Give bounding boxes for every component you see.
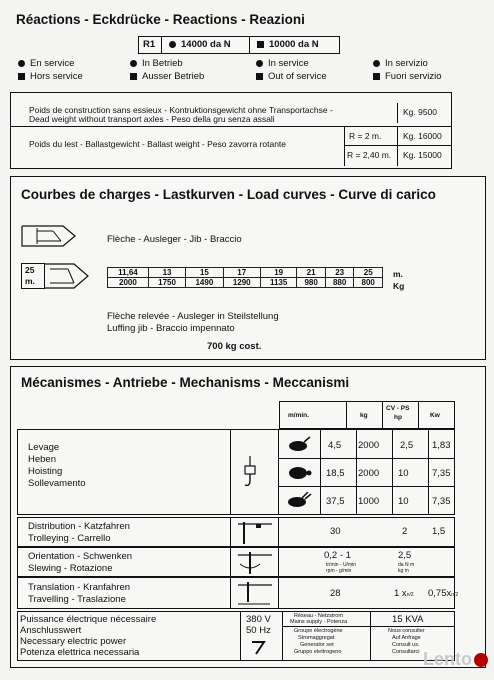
load-table (107, 267, 383, 288)
network-value: 15 KVA (392, 614, 424, 625)
jib-length: 25 (25, 265, 35, 275)
slewing-speed-unit: tr/min - U/min rpm - g/min (326, 562, 356, 574)
load-cell: 980 (297, 278, 326, 288)
power-label-de: Anschlusswert (20, 625, 82, 636)
consult-label-de: Auf Anfrage (392, 635, 421, 641)
hoisting-block (17, 429, 455, 515)
hoist-kg-3: 1000 (358, 496, 380, 507)
hoist-kg-2: 2000 (358, 468, 380, 479)
dot-icon (373, 60, 380, 67)
distance-unit: m. (393, 269, 403, 279)
construction-label-2: Dead weight without transport axles - Peso della gru senza assali (29, 114, 275, 124)
luffing-load: 700 kg cost. (207, 341, 262, 352)
load-row (108, 278, 383, 288)
legend-out-of-service: Out of service (256, 71, 327, 82)
legend-ausser-betrieb: Ausser Betrieb (130, 71, 204, 82)
travel-cv: 1 xn/2 (394, 588, 414, 599)
square-icon (130, 73, 137, 80)
square-icon (257, 41, 264, 48)
kg-header: kg (360, 412, 368, 419)
power-header: CV - PS (386, 405, 410, 412)
slewing-cv-unit: da N m kg m (398, 562, 415, 574)
lightning-icon (250, 640, 266, 656)
generator-label-fr: Groupe électrogène (294, 628, 343, 634)
hoisting-label-fr: Levage (28, 442, 60, 453)
distance-cell: 13 (148, 268, 185, 278)
trolley-crane-icon (236, 520, 274, 544)
mechanisms-box (10, 366, 486, 668)
kw-header: Kw (430, 412, 440, 419)
distance-cell: 19 (260, 268, 296, 278)
watermark-dot-icon (474, 653, 488, 667)
ballast-value-1: Kg. 16000 (403, 131, 442, 141)
ballast-label: Poids du lest - Ballastgewicht - Ballast weight - Peso zavorra rotante (29, 139, 287, 149)
generator-label-de: Stromaggregat (298, 635, 335, 641)
load-cell: 800 (354, 278, 383, 288)
travel-kw: 0,75xn/2 (428, 588, 459, 599)
luffing-label-2: Luffing jib - Braccio impennato (107, 323, 235, 334)
slewing-label-2: Slewing - Rotazione (28, 563, 113, 574)
slewing-crane-icon (236, 550, 274, 574)
legend-in-betrieb: In Betrieb (130, 58, 183, 69)
generator-label-en: Generator set (300, 642, 334, 648)
power-label-it: Potenza elettrica necessaria (20, 647, 140, 658)
trolley-kw: 1,5 (432, 526, 446, 537)
ballast-condition-1: R = 2 m. (349, 131, 382, 141)
hoist-kg-1: 2000 (358, 440, 380, 451)
travel-label-1: Translation - Kranfahren (28, 582, 131, 593)
distance-cell: 15 (186, 268, 223, 278)
load-curves-title: Courbes de charges - Lastkurven - Load curves - Curve di carico (21, 187, 436, 202)
voltage: 380 V (246, 614, 271, 625)
distance-cell: 23 (325, 268, 354, 278)
travel-crane-icon (236, 580, 274, 606)
frequency: 50 Hz (246, 625, 271, 636)
travel-row (17, 577, 459, 609)
distance-cell: 25 (354, 268, 383, 278)
turtle-icon (284, 464, 314, 480)
dot-icon (169, 41, 176, 48)
distance-cell: 21 (297, 268, 326, 278)
generator-label-it: Gruppo elettrogeno (294, 649, 342, 655)
luffing-label-1: Flèche relevée - Ausleger in Steilstellung (107, 311, 279, 322)
hoist-speed-1: 4,5 (328, 440, 342, 451)
load-cell: 1290 (223, 278, 260, 288)
power-label-en: Necessary electric power (20, 636, 127, 647)
mech-header (279, 401, 455, 429)
square-icon (18, 73, 25, 80)
jib-icon (21, 225, 77, 247)
dot-icon (256, 60, 263, 67)
distance-cell: 11,64 (108, 268, 149, 278)
trolley-label-2: Trolleying - Carrello (28, 533, 111, 544)
legend-in-servizio: In servizio (373, 58, 428, 69)
weights-box (10, 92, 452, 169)
hoist-kw-2: 7,35 (432, 468, 451, 479)
power-unit-header: hp (394, 414, 402, 421)
travel-label-2: Travelling - Traslazione (28, 594, 126, 605)
consult-label-en: Consult us. (392, 642, 420, 648)
trolley-speed: 30 (330, 526, 341, 537)
slewing-speed: 0,2 - 1 (324, 550, 351, 561)
hoist-kw-3: 7,35 (432, 496, 451, 507)
network-label-2: Mains supply - Potenza (290, 619, 348, 625)
legend-fuori-servizio: Fuori servizio (373, 71, 442, 82)
hoist-kw-1: 1,83 (432, 440, 451, 451)
jib-curve-icon (44, 263, 90, 289)
hoist-speed-2: 18,5 (326, 468, 345, 479)
in-service-reaction: 14000 da N (169, 39, 231, 50)
dot-icon (130, 60, 137, 67)
square-icon (373, 73, 380, 80)
slewing-label-1: Orientation - Schwenken (28, 551, 133, 562)
legend-in-service: In service (256, 58, 309, 69)
hoisting-label-it: Sollevamento (28, 478, 86, 489)
jib-length-box (21, 263, 45, 289)
hoist-speed-3: 37,5 (326, 496, 345, 507)
load-cell: 880 (325, 278, 354, 288)
rabbit-icon (284, 492, 314, 508)
load-cell: 2000 (108, 278, 149, 288)
hoisting-label-de: Heben (28, 454, 56, 465)
hoisting-label-en: Hoisting (28, 466, 63, 477)
construction-label-1: Poids de construction sans essieux - Kontruktionsgewicht ohne Transportachse - (29, 105, 333, 115)
load-unit: Kg (393, 281, 405, 291)
r-label: R1 (143, 39, 156, 50)
watermark: Lento (423, 649, 488, 670)
hoist-cv-2: 10 (398, 468, 409, 479)
out-service-reaction: 10000 da N (257, 39, 319, 50)
hoist-cv-1: 2,5 (400, 440, 414, 451)
travel-speed: 28 (330, 588, 341, 599)
jib-unit: m. (25, 276, 35, 286)
load-cell: 1490 (186, 278, 223, 288)
ballast-condition-2: R = 2,40 m. (347, 150, 392, 160)
construction-value: Kg. 9500 (403, 107, 438, 117)
hare-icon (284, 436, 314, 452)
dot-icon (18, 60, 25, 67)
reactions-title: Réactions - Eckdrücke - Reactions - Reazioni (16, 12, 305, 27)
ballast-value-2: Kg. 15000 (403, 150, 442, 160)
trolley-row (17, 517, 455, 547)
speed-header: m/min. (288, 412, 309, 419)
load-cell: 1750 (148, 278, 185, 288)
mechanisms-title: Mécanismes - Antriebe - Mechanisms - Meccanismi (21, 375, 350, 390)
distance-row (108, 268, 383, 278)
reactions-value-box (138, 36, 340, 54)
legend-en-service: En service (18, 58, 74, 69)
trolley-label-1: Distribution - Katzfahren (28, 521, 130, 532)
trolley-cv: 2 (402, 526, 408, 537)
load-cell: 1135 (260, 278, 296, 288)
document-sheet (8, 6, 488, 674)
consult-label-it: Consultarci (392, 649, 420, 655)
square-icon (256, 73, 263, 80)
power-label-fr: Puissance électrique nécessaire (20, 614, 157, 625)
power-block (17, 611, 455, 661)
consult-label-fr: Nous consulter (388, 628, 425, 634)
distance-cell: 17 (223, 268, 260, 278)
jib-label: Flèche - Ausleger - Jib - Braccio (107, 234, 242, 245)
load-curves-box (10, 176, 486, 360)
network-label-1: Réseau - Netzstrom (294, 613, 343, 619)
slewing-cv: 2,5 (398, 550, 412, 561)
legend-hors-service: Hors service (18, 71, 83, 82)
slewing-row (17, 547, 455, 577)
hoist-cv-3: 10 (398, 496, 409, 507)
hook-icon (240, 456, 260, 490)
